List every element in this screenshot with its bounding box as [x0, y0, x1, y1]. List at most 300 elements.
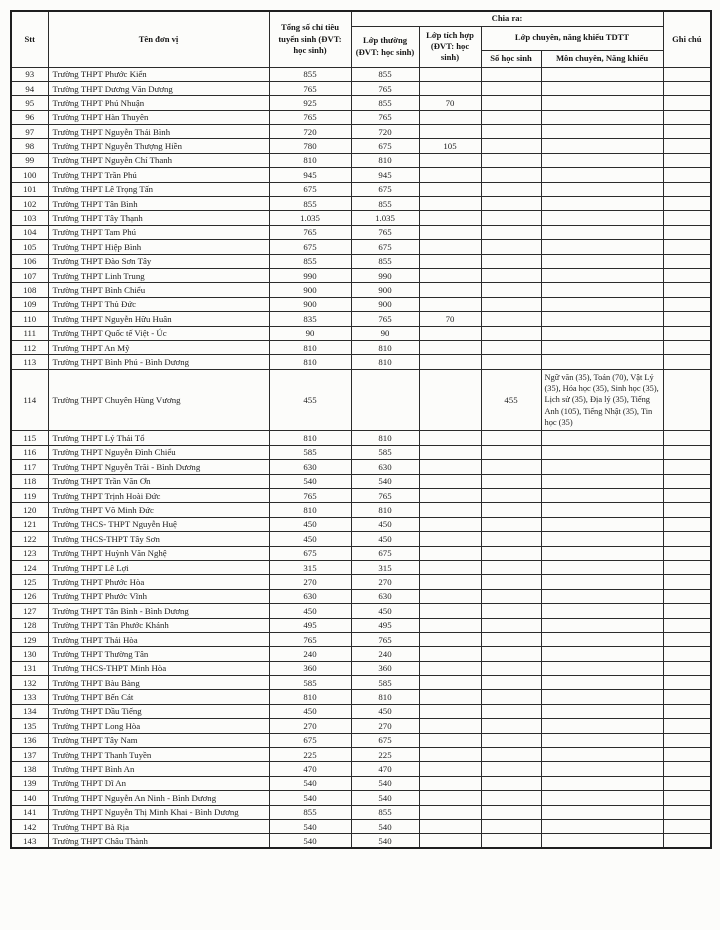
- cell-so-hoc-sinh: [481, 153, 541, 167]
- cell-ghi-chu: [663, 589, 711, 603]
- cell-school-name: Trường THCS-THPT Minh Hòa: [48, 661, 269, 675]
- cell-lop-tich-hop: [419, 297, 481, 311]
- cell-ghi-chu: [663, 283, 711, 297]
- header-lop-chuyen: Lớp chuyên, năng khiếu TDTT: [481, 26, 663, 50]
- cell-school-name: Trường THPT Nguyễn Trãi - Bình Dương: [48, 460, 269, 474]
- table-row: [11, 254, 711, 268]
- cell-total-quota: 765: [269, 632, 351, 646]
- cell-lop-tich-hop: [419, 834, 481, 848]
- cell-lop-tich-hop: [419, 647, 481, 661]
- cell-total-quota: 315: [269, 560, 351, 574]
- cell-ghi-chu: [663, 805, 711, 819]
- cell-mon-chuyen: [541, 560, 663, 574]
- cell-total-quota: 455: [269, 369, 351, 431]
- cell-so-hoc-sinh: [481, 340, 541, 354]
- cell-school-name: Trường THPT Nguyễn Đình Chiểu: [48, 445, 269, 459]
- cell-lop-thuong: 225: [351, 748, 419, 762]
- cell-ghi-chu: [663, 312, 711, 326]
- cell-mon-chuyen: [541, 503, 663, 517]
- cell-so-hoc-sinh: [481, 762, 541, 776]
- cell-lop-thuong: 450: [351, 517, 419, 531]
- cell-so-hoc-sinh: [481, 532, 541, 546]
- cell-ghi-chu: [663, 632, 711, 646]
- cell-lop-thuong: 855: [351, 254, 419, 268]
- cell-school-name: Trường THPT Phước Hòa: [48, 575, 269, 589]
- cell-stt: 102: [11, 197, 48, 211]
- cell-stt: 110: [11, 312, 48, 326]
- cell-stt: 99: [11, 153, 48, 167]
- table-row: [11, 297, 711, 311]
- table-row: [11, 488, 711, 502]
- cell-mon-chuyen: [541, 225, 663, 239]
- cell-total-quota: 765: [269, 225, 351, 239]
- cell-stt: 98: [11, 139, 48, 153]
- cell-lop-thuong: 765: [351, 632, 419, 646]
- header-tong-so-chi-tieu: Tổng số chỉ tiêu tuyển sinh (ĐVT: học sinh): [269, 11, 351, 67]
- table-header: [11, 11, 711, 67]
- cell-stt: 135: [11, 719, 48, 733]
- cell-total-quota: 810: [269, 503, 351, 517]
- cell-so-hoc-sinh: [481, 283, 541, 297]
- cell-total-quota: 540: [269, 791, 351, 805]
- cell-so-hoc-sinh: [481, 819, 541, 833]
- table-row: [11, 182, 711, 196]
- cell-so-hoc-sinh: [481, 312, 541, 326]
- cell-total-quota: 470: [269, 762, 351, 776]
- cell-lop-tich-hop: [419, 254, 481, 268]
- cell-school-name: Trường THPT Nguyễn Thượng Hiền: [48, 139, 269, 153]
- cell-lop-tich-hop: [419, 575, 481, 589]
- cell-mon-chuyen: [541, 139, 663, 153]
- cell-so-hoc-sinh: [481, 297, 541, 311]
- cell-total-quota: 720: [269, 125, 351, 139]
- cell-lop-thuong: 585: [351, 676, 419, 690]
- cell-ghi-chu: [663, 110, 711, 124]
- cell-total-quota: 900: [269, 297, 351, 311]
- cell-lop-thuong: 810: [351, 503, 419, 517]
- cell-mon-chuyen: [541, 632, 663, 646]
- cell-stt: 95: [11, 96, 48, 110]
- cell-so-hoc-sinh: [481, 254, 541, 268]
- cell-so-hoc-sinh: [481, 81, 541, 95]
- cell-mon-chuyen: [541, 254, 663, 268]
- cell-mon-chuyen: [541, 748, 663, 762]
- cell-total-quota: 810: [269, 431, 351, 445]
- cell-ghi-chu: [663, 96, 711, 110]
- cell-so-hoc-sinh: [481, 431, 541, 445]
- cell-so-hoc-sinh: [481, 182, 541, 196]
- cell-mon-chuyen: [541, 312, 663, 326]
- cell-ghi-chu: [663, 575, 711, 589]
- cell-school-name: Trường THPT Tam Phú: [48, 225, 269, 239]
- cell-lop-thuong: 810: [351, 355, 419, 369]
- cell-stt: 106: [11, 254, 48, 268]
- cell-lop-thuong: 810: [351, 340, 419, 354]
- cell-lop-tich-hop: [419, 460, 481, 474]
- cell-lop-thuong: 765: [351, 110, 419, 124]
- cell-lop-thuong: 315: [351, 560, 419, 574]
- cell-school-name: Trường THPT Dĩ An: [48, 776, 269, 790]
- cell-ghi-chu: [663, 776, 711, 790]
- table-row: [11, 67, 711, 81]
- cell-school-name: Trường THPT Bến Cát: [48, 690, 269, 704]
- cell-mon-chuyen: [541, 110, 663, 124]
- cell-stt: 138: [11, 762, 48, 776]
- table-row: [11, 560, 711, 574]
- cell-so-hoc-sinh: [481, 805, 541, 819]
- cell-mon-chuyen: [541, 517, 663, 531]
- cell-lop-tich-hop: [419, 474, 481, 488]
- cell-lop-tich-hop: [419, 488, 481, 502]
- table-row: [11, 326, 711, 340]
- cell-stt: 141: [11, 805, 48, 819]
- cell-school-name: Trường THPT Bà Rịa: [48, 819, 269, 833]
- cell-stt: 111: [11, 326, 48, 340]
- cell-school-name: Trường THPT Trần Văn Ơn: [48, 474, 269, 488]
- cell-so-hoc-sinh: [481, 676, 541, 690]
- cell-lop-thuong: 450: [351, 604, 419, 618]
- cell-total-quota: 900: [269, 283, 351, 297]
- cell-so-hoc-sinh: [481, 225, 541, 239]
- cell-stt: 113: [11, 355, 48, 369]
- cell-lop-tich-hop: 105: [419, 139, 481, 153]
- cell-school-name: Trường THPT Võ Minh Đức: [48, 503, 269, 517]
- cell-stt: 123: [11, 546, 48, 560]
- cell-lop-tich-hop: [419, 355, 481, 369]
- cell-total-quota: 540: [269, 819, 351, 833]
- cell-total-quota: 495: [269, 618, 351, 632]
- cell-total-quota: 810: [269, 355, 351, 369]
- cell-ghi-chu: [663, 819, 711, 833]
- cell-lop-thuong: 900: [351, 297, 419, 311]
- cell-school-name: Trường THPT Long Hòa: [48, 719, 269, 733]
- cell-lop-thuong: 450: [351, 532, 419, 546]
- cell-lop-thuong: 585: [351, 445, 419, 459]
- cell-ghi-chu: [663, 719, 711, 733]
- cell-mon-chuyen: [541, 67, 663, 81]
- cell-stt: 112: [11, 340, 48, 354]
- table-row: [11, 197, 711, 211]
- cell-mon-chuyen: [541, 589, 663, 603]
- cell-school-name: Trường THPT Bình An: [48, 762, 269, 776]
- table-row: [11, 762, 711, 776]
- table-row: [11, 704, 711, 718]
- cell-lop-thuong: 495: [351, 618, 419, 632]
- table-row: [11, 819, 711, 833]
- header-ten-don-vi: Tên đơn vị: [48, 11, 269, 67]
- cell-lop-tich-hop: [419, 676, 481, 690]
- cell-lop-thuong: 540: [351, 474, 419, 488]
- cell-mon-chuyen: [541, 647, 663, 661]
- table-row: [11, 503, 711, 517]
- cell-lop-thuong: 855: [351, 96, 419, 110]
- cell-stt: 139: [11, 776, 48, 790]
- cell-mon-chuyen: [541, 297, 663, 311]
- cell-lop-tich-hop: [419, 618, 481, 632]
- cell-so-hoc-sinh: [481, 834, 541, 848]
- cell-lop-thuong: 675: [351, 240, 419, 254]
- cell-stt: 131: [11, 661, 48, 675]
- cell-lop-thuong: 630: [351, 460, 419, 474]
- cell-so-hoc-sinh: [481, 791, 541, 805]
- cell-mon-chuyen: [541, 690, 663, 704]
- cell-total-quota: 835: [269, 312, 351, 326]
- cell-so-hoc-sinh: [481, 661, 541, 675]
- cell-school-name: Trường THPT Linh Trung: [48, 268, 269, 282]
- cell-mon-chuyen: [541, 805, 663, 819]
- cell-total-quota: 810: [269, 690, 351, 704]
- cell-total-quota: 630: [269, 460, 351, 474]
- cell-total-quota: 270: [269, 575, 351, 589]
- cell-ghi-chu: [663, 532, 711, 546]
- cell-so-hoc-sinh: [481, 474, 541, 488]
- header-stt: Stt: [11, 11, 48, 67]
- cell-stt: 115: [11, 431, 48, 445]
- cell-mon-chuyen: [541, 834, 663, 848]
- cell-total-quota: 360: [269, 661, 351, 675]
- cell-stt: 133: [11, 690, 48, 704]
- cell-ghi-chu: [663, 182, 711, 196]
- cell-stt: 107: [11, 268, 48, 282]
- cell-lop-tich-hop: 70: [419, 96, 481, 110]
- cell-lop-tich-hop: [419, 153, 481, 167]
- cell-ghi-chu: [663, 225, 711, 239]
- cell-mon-chuyen: [541, 575, 663, 589]
- cell-lop-tich-hop: [419, 211, 481, 225]
- cell-lop-tich-hop: [419, 197, 481, 211]
- table-row: [11, 139, 711, 153]
- header-chia-ra: Chia ra:: [351, 11, 663, 26]
- cell-school-name: Trường THPT Châu Thành: [48, 834, 269, 848]
- table-row: [11, 517, 711, 531]
- cell-ghi-chu: [663, 326, 711, 340]
- cell-so-hoc-sinh: [481, 503, 541, 517]
- table-row: [11, 283, 711, 297]
- cell-lop-tich-hop: [419, 733, 481, 747]
- cell-school-name: Trường THPT Tây Nam: [48, 733, 269, 747]
- cell-mon-chuyen: [541, 676, 663, 690]
- table-row: [11, 604, 711, 618]
- cell-so-hoc-sinh: [481, 326, 541, 340]
- cell-lop-tich-hop: [419, 819, 481, 833]
- cell-lop-tich-hop: [419, 445, 481, 459]
- cell-so-hoc-sinh: [481, 589, 541, 603]
- cell-ghi-chu: [663, 445, 711, 459]
- cell-lop-tich-hop: [419, 81, 481, 95]
- cell-mon-chuyen: [541, 168, 663, 182]
- cell-lop-thuong: 540: [351, 819, 419, 833]
- cell-mon-chuyen: [541, 618, 663, 632]
- cell-stt: 105: [11, 240, 48, 254]
- cell-so-hoc-sinh: [481, 268, 541, 282]
- cell-lop-tich-hop: [419, 168, 481, 182]
- table-row: [11, 791, 711, 805]
- cell-total-quota: 675: [269, 546, 351, 560]
- cell-total-quota: 765: [269, 81, 351, 95]
- cell-stt: 114: [11, 369, 48, 431]
- cell-lop-thuong: 675: [351, 182, 419, 196]
- table-body: [11, 67, 711, 848]
- table-row: [11, 240, 711, 254]
- cell-ghi-chu: [663, 560, 711, 574]
- cell-so-hoc-sinh: [481, 575, 541, 589]
- cell-school-name: Trường THPT Nguyễn Thị Minh Khai - Bình Dương: [48, 805, 269, 819]
- cell-total-quota: 240: [269, 647, 351, 661]
- cell-stt: 126: [11, 589, 48, 603]
- cell-stt: 97: [11, 125, 48, 139]
- cell-ghi-chu: [663, 369, 711, 431]
- cell-so-hoc-sinh: [481, 197, 541, 211]
- table-row: [11, 690, 711, 704]
- cell-lop-thuong: 470: [351, 762, 419, 776]
- cell-lop-thuong: 855: [351, 67, 419, 81]
- table-row: [11, 748, 711, 762]
- cell-school-name: Trường THPT Bàu Bàng: [48, 676, 269, 690]
- cell-stt: 103: [11, 211, 48, 225]
- cell-total-quota: 540: [269, 776, 351, 790]
- cell-total-quota: 765: [269, 488, 351, 502]
- cell-total-quota: 855: [269, 67, 351, 81]
- cell-total-quota: 270: [269, 719, 351, 733]
- cell-school-name: Trường THPT Tân Bình: [48, 197, 269, 211]
- cell-lop-tich-hop: [419, 240, 481, 254]
- cell-so-hoc-sinh: [481, 211, 541, 225]
- cell-so-hoc-sinh: [481, 488, 541, 502]
- cell-mon-chuyen: [541, 474, 663, 488]
- cell-lop-tich-hop: [419, 589, 481, 603]
- cell-ghi-chu: [663, 240, 711, 254]
- cell-stt: 132: [11, 676, 48, 690]
- table-row: [11, 431, 711, 445]
- cell-mon-chuyen: [541, 719, 663, 733]
- cell-mon-chuyen: [541, 546, 663, 560]
- cell-stt: 124: [11, 560, 48, 574]
- cell-ghi-chu: [663, 503, 711, 517]
- cell-ghi-chu: [663, 791, 711, 805]
- cell-total-quota: 1.035: [269, 211, 351, 225]
- table-row: [11, 81, 711, 95]
- cell-school-name: Trường THPT Thủ Đức: [48, 297, 269, 311]
- cell-total-quota: 90: [269, 326, 351, 340]
- cell-total-quota: 945: [269, 168, 351, 182]
- cell-mon-chuyen: [541, 791, 663, 805]
- cell-ghi-chu: [663, 211, 711, 225]
- table-row: [11, 776, 711, 790]
- cell-mon-chuyen: [541, 733, 663, 747]
- table-row: [11, 340, 711, 354]
- cell-stt: 93: [11, 67, 48, 81]
- cell-lop-thuong: 240: [351, 647, 419, 661]
- cell-school-name: Trường THCS-THPT Tây Sơn: [48, 532, 269, 546]
- cell-lop-thuong: 675: [351, 139, 419, 153]
- table-row: [11, 661, 711, 675]
- cell-stt: 140: [11, 791, 48, 805]
- cell-stt: 129: [11, 632, 48, 646]
- cell-ghi-chu: [663, 81, 711, 95]
- cell-total-quota: 540: [269, 474, 351, 488]
- cell-school-name: Trường THCS- THPT Nguyễn Huệ: [48, 517, 269, 531]
- cell-total-quota: 855: [269, 197, 351, 211]
- cell-mon-chuyen: [541, 776, 663, 790]
- cell-ghi-chu: [663, 254, 711, 268]
- cell-lop-thuong: 855: [351, 805, 419, 819]
- cell-school-name: Trường THPT Nguyễn Thái Bình: [48, 125, 269, 139]
- cell-total-quota: 450: [269, 604, 351, 618]
- cell-ghi-chu: [663, 604, 711, 618]
- cell-total-quota: 990: [269, 268, 351, 282]
- table-row: [11, 834, 711, 848]
- cell-lop-tich-hop: [419, 661, 481, 675]
- cell-mon-chuyen: [541, 96, 663, 110]
- cell-ghi-chu: [663, 661, 711, 675]
- cell-mon-chuyen: [541, 240, 663, 254]
- cell-stt: 142: [11, 819, 48, 833]
- cell-total-quota: 630: [269, 589, 351, 603]
- cell-lop-thuong: 540: [351, 776, 419, 790]
- cell-ghi-chu: [663, 297, 711, 311]
- cell-school-name: Trường THPT Thái Hòa: [48, 632, 269, 646]
- cell-total-quota: 585: [269, 445, 351, 459]
- cell-so-hoc-sinh: [481, 776, 541, 790]
- table-row: [11, 96, 711, 110]
- cell-so-hoc-sinh: [481, 110, 541, 124]
- cell-total-quota: 780: [269, 139, 351, 153]
- cell-so-hoc-sinh: [481, 733, 541, 747]
- cell-lop-tich-hop: [419, 340, 481, 354]
- cell-total-quota: 810: [269, 340, 351, 354]
- cell-mon-chuyen: [541, 211, 663, 225]
- cell-total-quota: 925: [269, 96, 351, 110]
- cell-mon-chuyen: [541, 283, 663, 297]
- cell-mon-chuyen: [541, 125, 663, 139]
- cell-school-name: Trường THPT Hiệp Bình: [48, 240, 269, 254]
- cell-school-name: Trường THPT Phước Vĩnh: [48, 589, 269, 603]
- cell-total-quota: 810: [269, 153, 351, 167]
- cell-so-hoc-sinh: [481, 67, 541, 81]
- header-mon-chuyen: Môn chuyên, Năng khiếu: [541, 50, 663, 67]
- table-row: [11, 647, 711, 661]
- cell-total-quota: 225: [269, 748, 351, 762]
- cell-mon-chuyen: [541, 268, 663, 282]
- cell-so-hoc-sinh: [481, 704, 541, 718]
- cell-ghi-chu: [663, 355, 711, 369]
- cell-lop-thuong: 90: [351, 326, 419, 340]
- enrollment-quota-table: [10, 10, 712, 849]
- cell-lop-tich-hop: [419, 283, 481, 297]
- header-so-hoc-sinh: Số học sinh: [481, 50, 541, 67]
- cell-lop-tich-hop: 70: [419, 312, 481, 326]
- table-row: [11, 719, 711, 733]
- cell-school-name: Trường THPT Phú Nhuận: [48, 96, 269, 110]
- cell-so-hoc-sinh: [481, 560, 541, 574]
- cell-mon-chuyen: [541, 326, 663, 340]
- cell-total-quota: 675: [269, 182, 351, 196]
- cell-so-hoc-sinh: [481, 168, 541, 182]
- cell-lop-thuong: 810: [351, 153, 419, 167]
- cell-lop-thuong: 900: [351, 283, 419, 297]
- cell-ghi-chu: [663, 431, 711, 445]
- cell-ghi-chu: [663, 268, 711, 282]
- cell-lop-thuong: 990: [351, 268, 419, 282]
- header-ghi-chu: Ghi chú: [663, 11, 711, 67]
- cell-mon-chuyen: [541, 355, 663, 369]
- cell-stt: 109: [11, 297, 48, 311]
- cell-school-name: Trường THPT Thanh Tuyền: [48, 748, 269, 762]
- cell-mon-chuyen: [541, 819, 663, 833]
- cell-lop-tich-hop: [419, 532, 481, 546]
- cell-stt: 120: [11, 503, 48, 517]
- cell-stt: 125: [11, 575, 48, 589]
